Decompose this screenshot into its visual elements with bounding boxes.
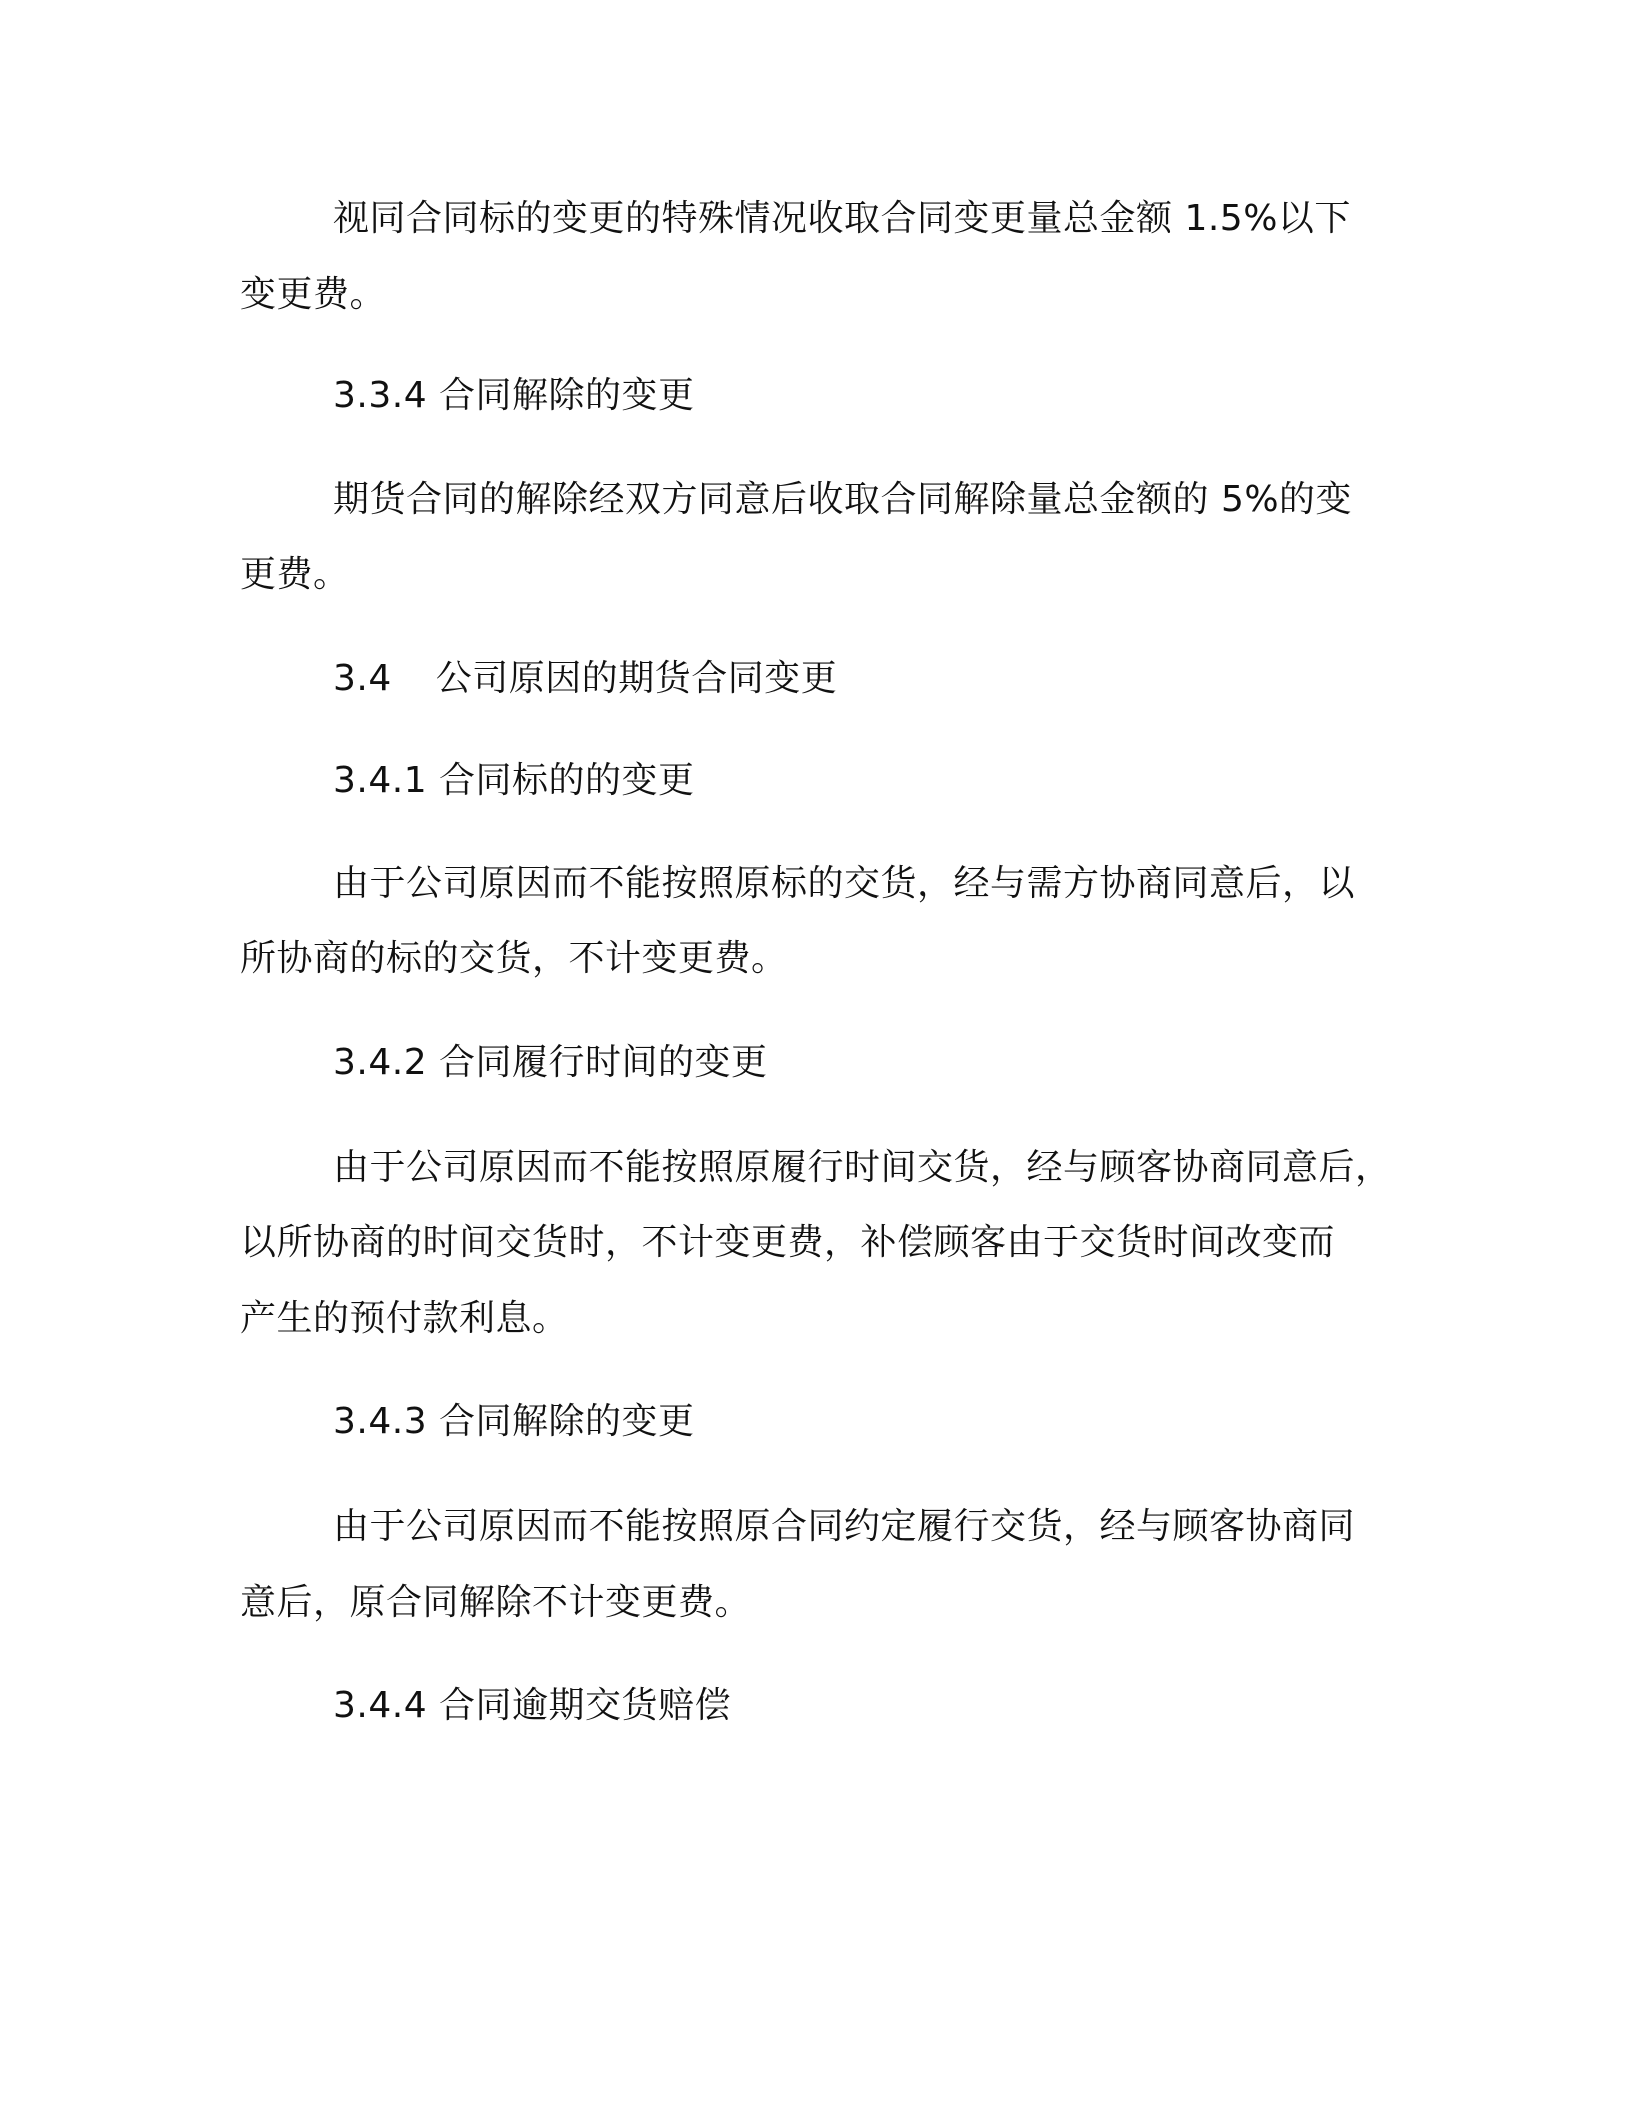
- section-heading-3-3-4: 3.3.4 合同解除的变更: [333, 375, 695, 416]
- paragraph-line: 产生的预付款利息。: [240, 1298, 569, 1339]
- paragraph-line: 由于公司原因而不能按照原履行时间交货，经与顾客协商同意后，: [333, 1147, 1392, 1188]
- paragraph-line: 由于公司原因而不能按照原标的交货，经与需方协商同意后，以: [333, 863, 1356, 904]
- paragraph-line: 所协商的标的交货，不计变更费。: [240, 938, 788, 979]
- paragraph-line: 更费。: [240, 554, 350, 595]
- paragraph-line: 由于公司原因而不能按照原合同约定履行交货，经与顾客协商同: [333, 1506, 1356, 1547]
- paragraph-line: 期货合同的解除经双方同意后收取合同解除量总金额的 5%的变: [333, 479, 1353, 520]
- section-number: 3.4: [333, 658, 392, 699]
- paragraph-line: 以所协商的时间交货时，不计变更费，补偿顾客由于交货时间改变而: [240, 1222, 1336, 1263]
- section-heading-3-4: [333, 655, 837, 703]
- section-heading-3-4-3: 3.4.3 合同解除的变更: [333, 1401, 695, 1442]
- section-heading-3-4-2: 3.4.2 合同履行时间的变更: [333, 1042, 768, 1083]
- section-title: 公司原因的期货合同变更: [435, 658, 838, 699]
- paragraph-line: 视同合同标的变更的特殊情况收取合同变更量总金额 1.5%以下: [333, 198, 1351, 239]
- paragraph-line: 意后，原合同解除不计变更费。: [240, 1582, 752, 1623]
- section-heading-3-4-1: 3.4.1 合同标的的变更: [333, 760, 695, 801]
- section-heading-3-4-4: 3.4.4 合同逾期交货赔偿: [333, 1685, 732, 1726]
- paragraph-line: 变更费。: [240, 274, 387, 315]
